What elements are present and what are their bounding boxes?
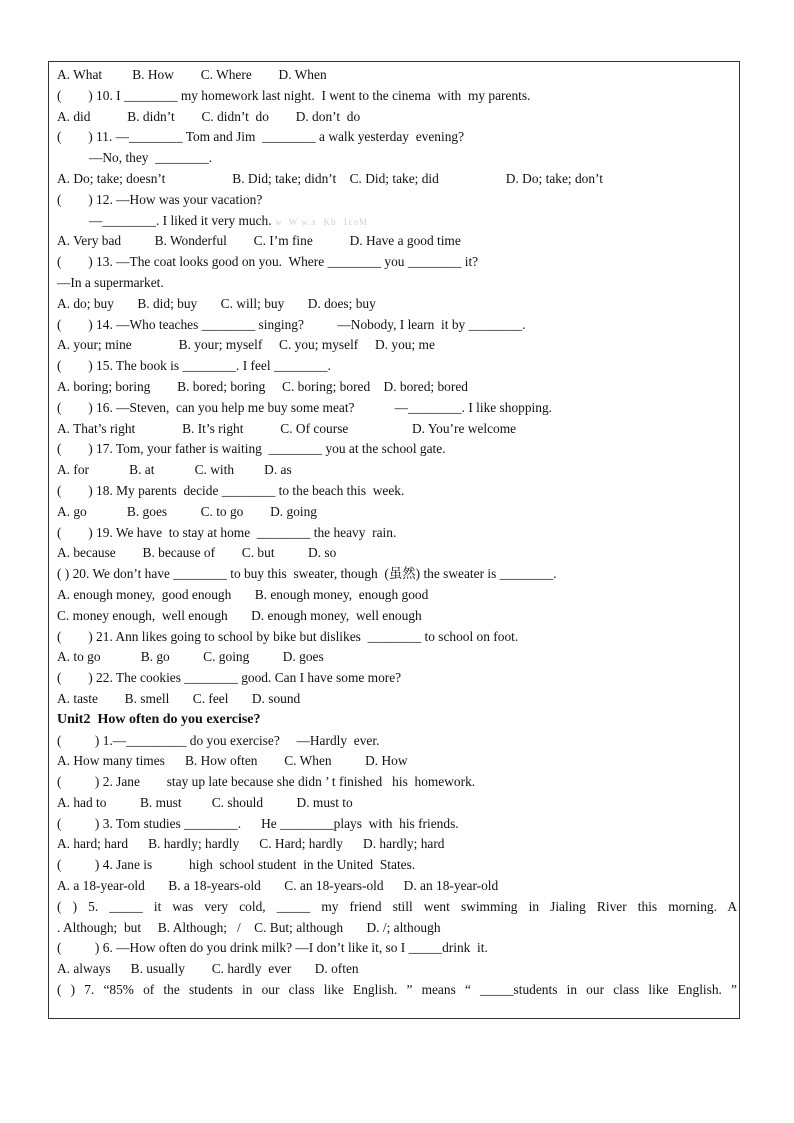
question-line [57, 211, 737, 232]
line-text: A. had to B. must C. should D. must to [57, 794, 353, 810]
question-line [57, 980, 737, 1001]
question-line [57, 627, 737, 648]
line-text: ( ) 14. —Who teaches ________ singing? —Nobody, I learn it by ________. [57, 316, 526, 332]
line-text: Unit2 How often do you exercise? [57, 711, 261, 727]
question-line [57, 148, 737, 169]
line-text: ( ) 16. —Steven, can you help me buy some meat? —________. I like shopping. [57, 399, 553, 415]
line-text: ( ) 17. Tom, your father is waiting ________ you at the school gate. [57, 441, 446, 457]
question-line [57, 169, 737, 190]
question-line [57, 959, 737, 980]
line-text: —In a supermarket. [57, 274, 164, 290]
question-line [57, 793, 737, 814]
line-text: A. for B. at C. with D. as [57, 462, 292, 478]
line-text: ( ) 12. —How was your vacation? [57, 191, 263, 207]
line-text: C. money enough, well enough D. enough money, well enough [57, 607, 422, 623]
question-line [57, 814, 737, 835]
question-line [57, 231, 737, 252]
question-line [57, 127, 737, 148]
line-text: A. taste B. smell C. feel D. sound [57, 690, 301, 706]
question-line [57, 86, 737, 107]
line-text: A. enough money, good enough B. enough money, enough good [57, 586, 429, 602]
line-text: ( ) 10. I ________ my homework last night. I went to the cinema with my parents. [57, 87, 531, 103]
worksheet-lines [57, 65, 737, 1001]
question-line [57, 65, 737, 86]
question-line [57, 335, 737, 356]
question-line [57, 564, 737, 585]
line-text: —No, they ________. [89, 150, 213, 166]
question-line [57, 731, 737, 752]
question-line [57, 689, 737, 710]
line-text: A. always B. usually C. hardly ever D. often [57, 961, 359, 977]
question-line [57, 772, 737, 793]
line-text: A. hard; hard B. hardly; hardly C. Hard; hardly D. hardly; hard [57, 836, 445, 852]
line-text: ( ) 4. Jane is high school student in the United States. [57, 857, 416, 873]
line-text: ( ) 18. My parents decide ________ to the beach this week. [57, 482, 405, 498]
line-text: ( ) 2. Jane stay up late because she didn ’ t finished his homework. [57, 774, 476, 790]
question-line [57, 356, 737, 377]
question-line [57, 377, 737, 398]
question-line [57, 668, 737, 689]
unit-heading [57, 710, 737, 731]
question-line [57, 585, 737, 606]
question-line [57, 751, 737, 772]
line-text: ( ) 13. —The coat looks good on you. Where ________ you ________ it? [57, 254, 479, 270]
line-text: ( ) 3. Tom studies ________. He ________plays with his friends. [57, 815, 459, 831]
question-line [57, 855, 737, 876]
question-line [57, 647, 737, 668]
line-text: ( ) 11. —________ Tom and Jim ________ a walk yesterday evening? [57, 129, 465, 145]
line-text: ( ) 7. “85% of the students in our class like English. ” means “ _____students in our class like English. ” [57, 982, 737, 998]
line-text: A. What B. How C. Where D. When [57, 67, 327, 82]
line-text: A. go B. goes C. to go D. going [57, 503, 318, 519]
question-line [57, 938, 737, 959]
line-text: A. your; mine B. your; myself C. you; myself D. you; me [57, 337, 435, 353]
question-line [57, 481, 737, 502]
line-text: A. boring; boring B. bored; boring C. boring; bored D. bored; bored [57, 378, 468, 394]
question-line [57, 606, 737, 627]
line-text: ( ) 5. _____ it was very cold, _____ my friend still went swimming in Jialing River this morning. A [57, 898, 737, 914]
question-line [57, 294, 737, 315]
question-line [57, 190, 737, 211]
line-text: A. How many times B. How often C. When D. How [57, 753, 408, 769]
line-text: . Although; but B. Although; / C. But; although D. /; although [57, 919, 441, 935]
question-line [57, 419, 737, 440]
line-text: ( ) 20. We don’t have ________ to buy this sweater, though (虽然) the sweater is ________. [57, 566, 557, 582]
watermark: w W w.x Kb 1coM [274, 216, 369, 227]
line-text: A. did B. didn’t C. didn’t do D. don’t do [57, 108, 361, 124]
question-line [57, 523, 737, 544]
question-line [57, 460, 737, 481]
question-line [57, 398, 737, 419]
question-line [57, 252, 737, 273]
line-text: ( ) 6. —How often do you drink milk? —I don’t like it, so I _____drink it. [57, 940, 488, 956]
line-text: —________. I liked it very much. [89, 212, 272, 228]
question-line [57, 502, 737, 523]
question-line [57, 897, 737, 918]
question-line [57, 543, 737, 564]
line-text: ( ) 19. We have to stay at home ________ the heavy rain. [57, 524, 397, 540]
line-text: A. because B. because of C. but D. so [57, 545, 337, 561]
line-text: A. to go B. go C. going D. goes [57, 649, 324, 665]
line-text: ( ) 22. The cookies ________ good. Can I have some more? [57, 670, 402, 686]
line-text: A. That’s right B. It’s right C. Of course D. You’re welcome [57, 420, 517, 436]
worksheet-frame [48, 61, 740, 1019]
question-line [57, 876, 737, 897]
line-text: ( ) 1.—_________ do you exercise? —Hardly ever. [57, 732, 380, 748]
line-text: A. Very bad B. Wonderful C. I’m fine D. Have a good time [57, 233, 461, 249]
line-text: A. a 18-year-old B. a 18-years-old C. an 18-years-old D. an 18-year-old [57, 878, 499, 894]
line-text: A. Do; take; doesn’t B. Did; take; didn’t C. Did; take; did D. Do; take; don’t [57, 170, 603, 186]
question-line [57, 834, 737, 855]
line-text: ( ) 15. The book is ________. I feel ________. [57, 358, 331, 374]
question-line [57, 107, 737, 128]
question-line [57, 273, 737, 294]
question-line [57, 918, 737, 939]
line-text: A. do; buy B. did; buy C. will; buy D. does; buy [57, 295, 376, 311]
question-line [57, 439, 737, 460]
question-line [57, 315, 737, 336]
line-text: ( ) 21. Ann likes going to school by bike but dislikes ________ to school on foot. [57, 628, 519, 644]
